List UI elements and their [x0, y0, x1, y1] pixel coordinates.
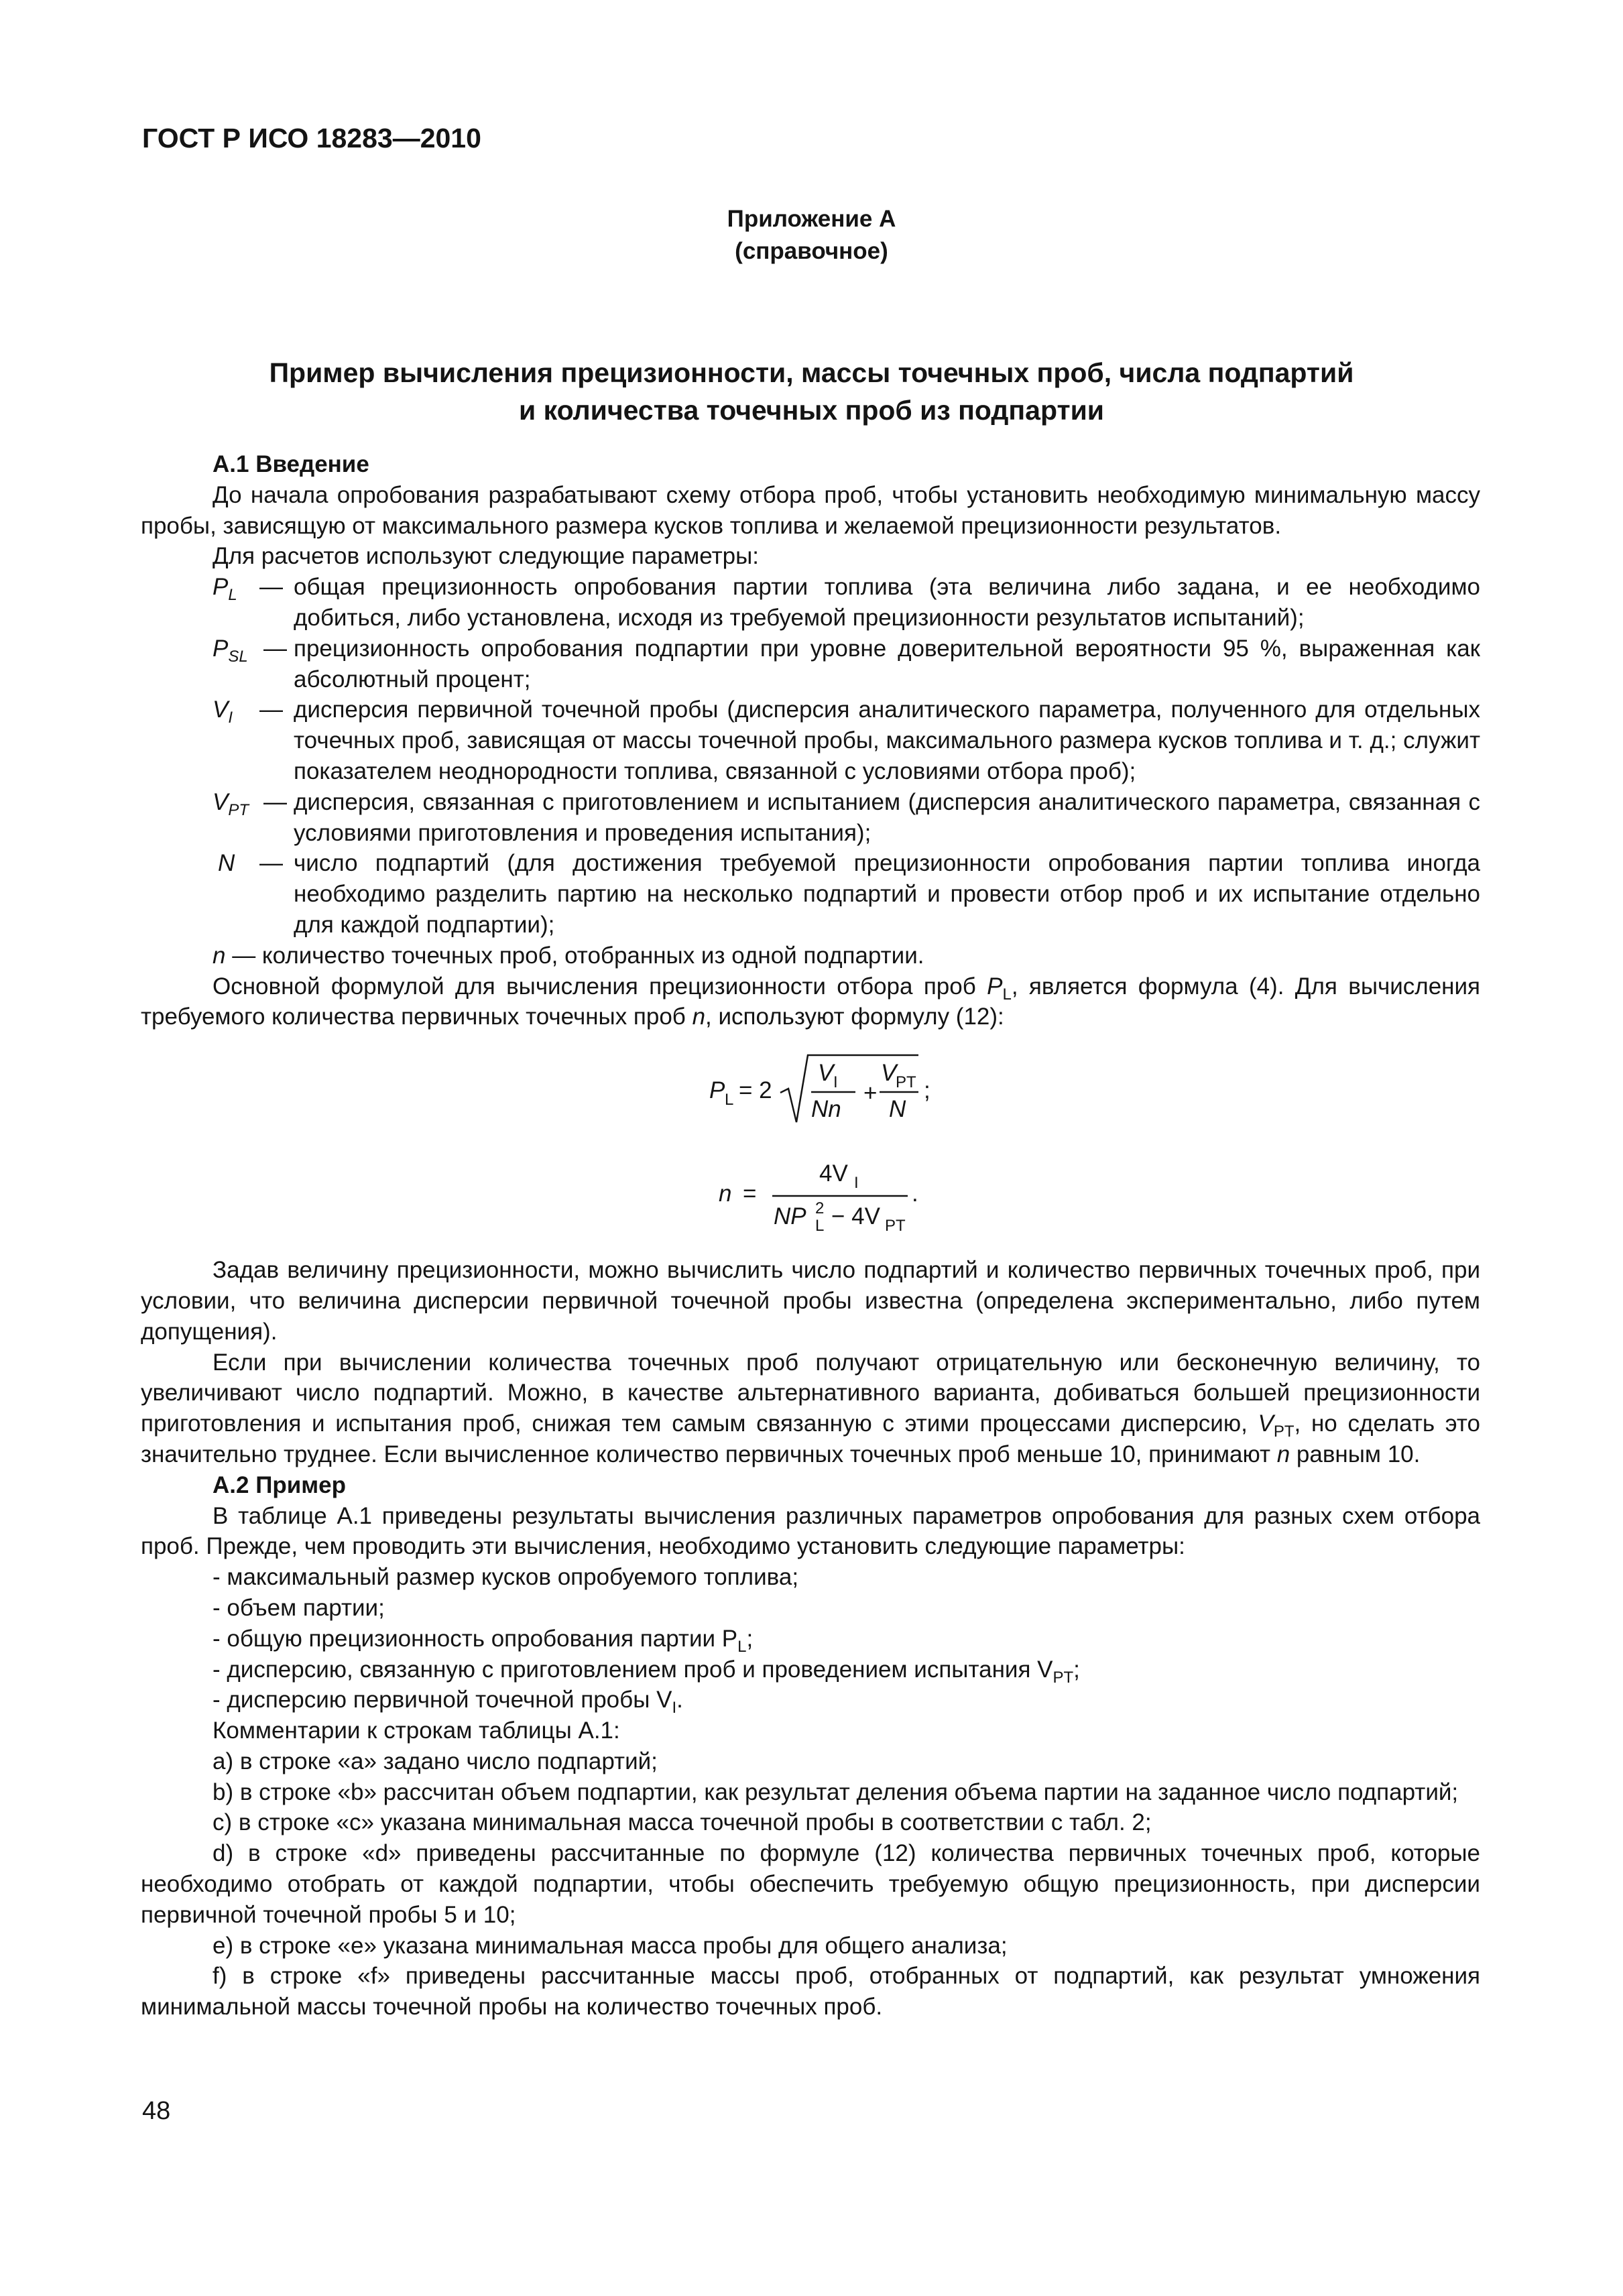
svg-text:P: P: [709, 1077, 725, 1104]
section-heading: А.1 Введение: [213, 451, 369, 477]
paragraph: Комментарии к строкам таблицы А.1:: [213, 1717, 620, 1744]
annex-heading: [0, 203, 1623, 267]
svg-text:n: n: [719, 1181, 732, 1207]
svg-text:=: =: [743, 1181, 757, 1207]
comment-item: а) в строке «а» задано число подпартий;: [213, 1748, 658, 1774]
comment-item: f) в строке «f» приведены рассчитанные массы проб, отобранных от подпартий, как результат умножения минимальной массы точечной пробы на количество точечных проб.: [141, 1963, 1480, 2020]
title-line-2: и количества точечных проб из подпартии: [519, 395, 1104, 426]
document-body: [141, 449, 1480, 2022]
svg-text:.: .: [912, 1181, 918, 1207]
paragraph: Если при вычислении количества точечных проб получают отрицательную или бесконечную величину, то увеличивают число подпартий. Можно, в качестве альтернативного варианта, добиваться большей прецизионности приготовления и испытания проб, снижая тем самым связанную с этими процессами дисперсию, $V_{PT}$, но сделать это значительно труднее. Если вычисленное количество первичных точечных проб меньше 10, принимают n равным 10.: [141, 1349, 1480, 1467]
comment-item: e) в строке «e» указана минимальная масса пробы для общего анализа;: [213, 1932, 1008, 1959]
page-number: 48: [142, 2097, 171, 2125]
svg-text:V: V: [818, 1060, 834, 1087]
list-item: - максимальный размер кусков опробуемого топлива;: [213, 1564, 799, 1591]
svg-text:L: L: [815, 1217, 825, 1235]
parameter-definition: N — число подпартий (для достижения требуемой прецизионности опробования партии топлива иногда необходимо разделить партию на несколько подпартий и провести отбор проб и их испытание отдельно для каждой подпартии);: [218, 850, 1480, 938]
svg-text:;: ;: [924, 1077, 930, 1104]
comment-item: b) в строке «b» рассчитан объем подпартии, как результат деления объема партии на заданное число подпартий;: [213, 1778, 1459, 1805]
svg-text:4V: 4V: [819, 1160, 848, 1187]
svg-text:= 2: = 2: [739, 1077, 772, 1104]
title-line-1: Пример вычисления прецизионности, массы точечных проб, числа подпартий: [269, 357, 1354, 388]
standard-code: ГОСТ Р ИСО 18283—2010: [142, 123, 481, 154]
parameter-definition: $P_{SL}$ — прецизионность опробования подпартии при уровне доверительной вероятности 95 %, выраженная как абсолютный процент;: [213, 635, 1480, 692]
list-item: - дисперсию первичной точечной пробы $V_I$.: [213, 1687, 683, 1717]
paragraph: До начала опробования разрабатывают схему отбора проб, чтобы установить необходимую минимальную массу пробы, зависящую от максимального размера кусков топлива и желаемой прецизионности результатов.: [141, 481, 1480, 539]
svg-text:N: N: [889, 1096, 906, 1123]
svg-text:I: I: [833, 1073, 838, 1092]
section-heading: А.2 Пример: [213, 1471, 346, 1498]
svg-text:PT: PT: [896, 1073, 916, 1092]
parameter-definition: $V_I$ — дисперсия первичной точечной пробы (дисперсия аналитического параметра, полученного для отдельных точечных проб, зависящая от массы точечной пробы, максимального размера кусков топлива и т. д.; служит показателем неоднородности топлива, связанной с условиями отбора проб);: [213, 697, 1480, 784]
paragraph: В таблице А.1 приведены результаты вычисления различных параметров опробования для разных схем отбора проб. Прежде, чем проводить эти вычисления, необходимо установить следующие параметры:: [141, 1502, 1480, 1560]
svg-text:− 4V: − 4V: [831, 1203, 880, 1230]
svg-text:L: L: [725, 1091, 734, 1109]
formula-increments: [141, 1152, 1480, 1246]
parameter-definition: $P_L$ — общая прецизионность опробования партии топлива (эта величина либо задана, и ее необходимо добиться, либо установлена, исходя из требуемой прецизионности результатов испытаний);: [213, 574, 1480, 631]
annex-title: [0, 354, 1623, 429]
list-item: - дисперсию, связанную с приготовлением проб и проведением испытания $V_{PT}$;: [213, 1656, 1080, 1687]
parameter-definition: $V_{PT}$ — дисперсия, связанная с приготовлением и испытанием (дисперсия аналитического параметра, связанная с условиями приготовления и проведения испытания);: [213, 788, 1480, 846]
parameter-definition: n — количество точечных проб, отобранных из одной подпартии.: [213, 942, 924, 969]
annex-type: (справочное): [735, 238, 888, 264]
paragraph: Основной формулой для вычисления прецизионности отбора проб $P_L$, является формула (4). Для вычисления требуемого количества первичных точечных проб n, используют формулу (12):: [141, 973, 1480, 1030]
svg-text:2: 2: [815, 1199, 825, 1218]
formula-precision: [141, 1042, 1480, 1142]
svg-text:+: +: [863, 1080, 878, 1107]
paragraph: Для расчетов используют следующие параметры:: [213, 543, 759, 570]
paragraph: Задав величину прецизионности, можно вычислить число подпартий и количество первичных точечных проб, при условии, что величина дисперсии первичной точечной пробы известна (определена экспериментально, либо путем допущения).: [141, 1257, 1480, 1345]
svg-text:PT: PT: [885, 1217, 906, 1235]
comment-item: d) в строке «d» приведены рассчитанные по формуле (12) количества первичных точечных проб, которые необходимо отобрать от каждой подпартии, чтобы обеспечить требуемую общую прецизионность, при дисперсии первичной точечной пробы 5 и 10;: [141, 1840, 1480, 1928]
list-item: - общую прецизионность опробования партии $P_L$;: [213, 1625, 754, 1656]
annex-label: Приложение А: [727, 206, 896, 232]
list-item: - объем партии;: [213, 1594, 385, 1621]
comment-item: c) в строке «c» указана минимальная масса точечной пробы в соответствии с табл. 2;: [213, 1809, 1152, 1836]
svg-text:V: V: [881, 1060, 897, 1087]
svg-text:NP: NP: [774, 1203, 806, 1230]
svg-text:Nn: Nn: [811, 1096, 841, 1123]
svg-text:I: I: [854, 1174, 859, 1193]
